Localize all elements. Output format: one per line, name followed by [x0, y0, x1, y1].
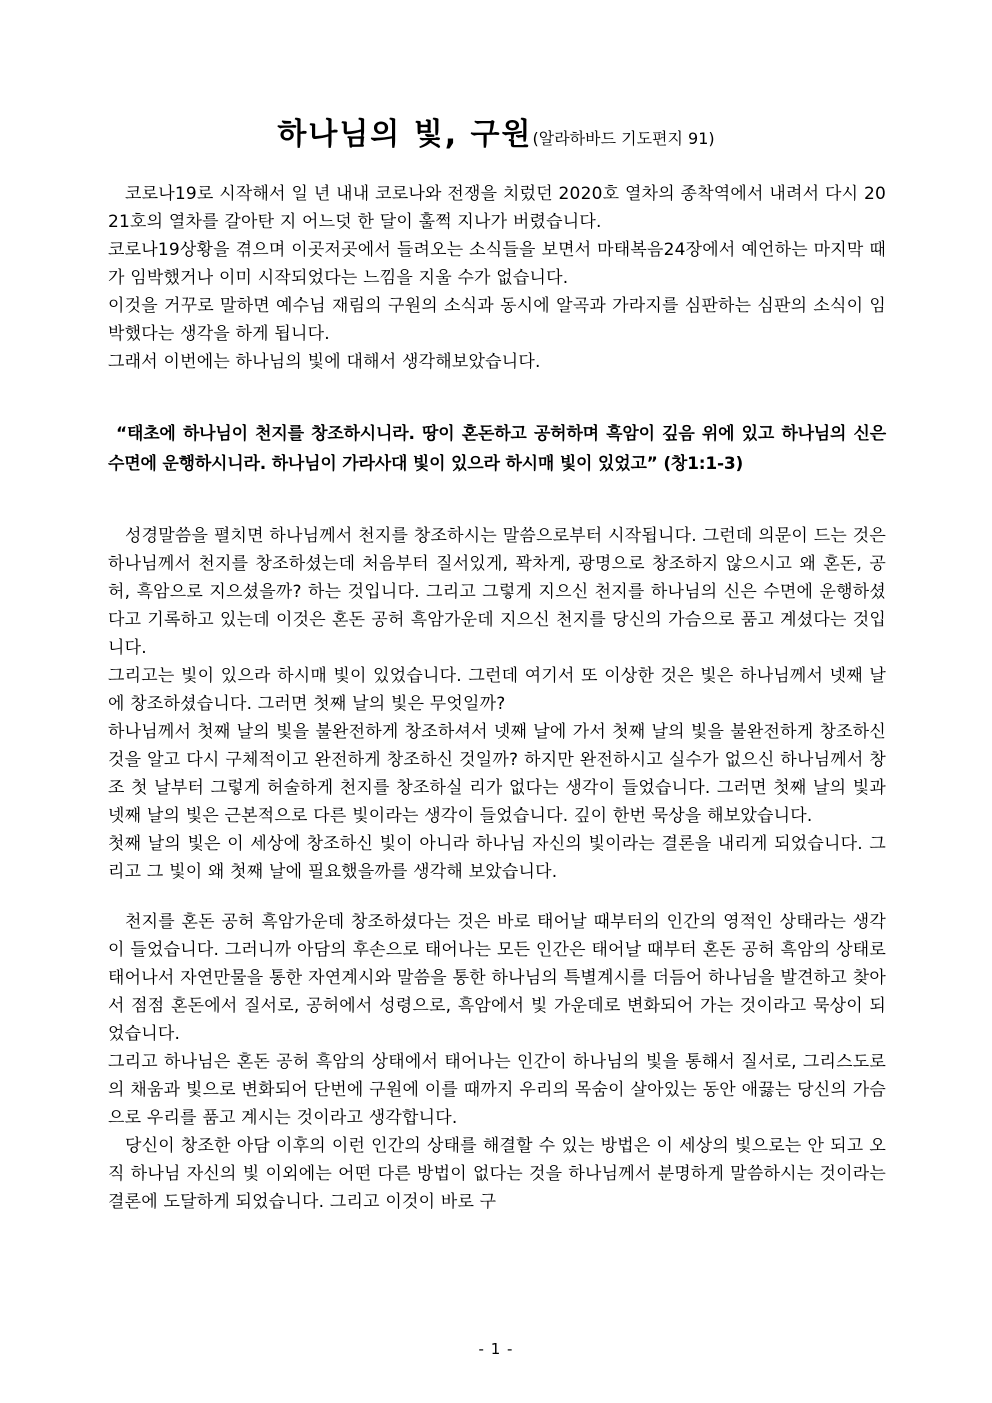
paragraph-11: 당신이 창조한 아담 이후의 이런 인간의 상태를 해결할 수 있는 방법은 이 세상의 빛으로는 안 되고 오직 하나님 자신의 빛 이외에는 어떤 다른 방법이 없다는 것을 하나님께서 분명하게 말씀하시는 것이라는 결론에 도달하게 되었습니다. 그리고 이것이 바로 구 — [108, 1136, 886, 1212]
paragraph-4: 그래서 이번에는 하나님의 빛에 대해서 생각해보았습니다. — [108, 352, 541, 372]
page-number-footer: - 1 - — [478, 1340, 514, 1358]
scripture-quote: “태초에 하나님이 천지를 창조하시니라. 땅이 혼돈하고 공허하며 흑암이 깊음 위에 있고 하나님의 신은 수면에 운행하시니라. 하나님이 가라사대 빛이 있으라 하시매 빛이 있었고” (창1:1-3) — [108, 424, 886, 474]
paragraph-1: 코로나19로 시작해서 일 년 내내 코로나와 전쟁을 치렀던 2020호 열차의 종착역에서 내려서 다시 2021호의 열차를 갈아탄 지 어느덧 한 달이 훌쩍 지나가 버렸습니다. — [108, 184, 886, 232]
spacer — [108, 886, 886, 908]
paragraph-2: 코로나19상황을 겪으며 이곳저곳에서 들려오는 소식들을 보면서 마태복음24장에서 예언하는 마지막 때가 임박했거나 이미 시작되었다는 느낌을 지울 수가 없습니다. — [108, 240, 886, 288]
paragraph-8: 첫째 날의 빛은 이 세상에 창조하신 빛이 아니라 하나님 자신의 빛이라는 결론을 내리게 되었습니다. 그리고 그 빛이 왜 첫째 날에 필요했을까를 생각해 보았습니다. — [108, 834, 886, 882]
paragraph-7: 하나님께서 첫째 날의 빛을 불완전하게 창조하셔서 넷째 날에 가서 첫째 날의 빛을 불완전하게 창조하신 것을 알고 다시 구체적이고 완전하게 창조하신 것일까? 하지만 완전하시고 실수가 없으신 하나님께서 창조 첫 날부터 그렇게 허술하게 천지를 창조하실 리가 없다는 생각이 들었습니다. 그러면 첫째 날의 빛과 넷째 날의 빛은 근본적으로 다른 빛이라는 생각이 들었습니다. 깊이 한번 묵상을 해보았습니다. — [108, 722, 886, 826]
spacer — [108, 496, 886, 522]
document-body — [108, 180, 886, 1216]
paragraph-10: 그리고 하나님은 혼돈 공허 흑암의 상태에서 태어나는 인간이 하나님의 빛을 통해서 질서로, 그리스도로의 채움과 빛으로 변화되어 단번에 구원에 이를 때까지 우리의 목숨이 살아있는 동안 애끓는 당신의 가슴으로 우리를 품고 계시는 것이라고 생각합니다. — [108, 1052, 886, 1128]
paragraph-6: 그리고는 빛이 있으라 하시매 빛이 있었습니다. 그런데 여기서 또 이상한 것은 빛은 하나님께서 넷째 날에 창조하셨습니다. 그러면 첫째 날의 빛은 무엇일까? — [108, 666, 886, 714]
page-title-main: 하나님의 빛, 구원 — [277, 117, 533, 153]
paragraph-9: 천지를 혼돈 공허 흑암가운데 창조하셨다는 것은 바로 태어날 때부터의 인간의 영적인 상태라는 생각이 들었습니다. 그러니까 아담의 후손으로 태어나는 모든 인간은 태어날 때부터 혼돈 공허 흑암의 상태로 태어나서 자연만물을 통한 자연계시와 말씀을 통한 하나님의 특별계시를 더듬어 하나님을 발견하고 찾아서 점점 혼돈에서 질서로, 공허에서 성령으로, 흑암에서 빛 가운데로 변화되어 가는 것이라고 묵상이 되었습니다. — [108, 912, 886, 1044]
paragraph-5: 성경말씀을 펼치면 하나님께서 천지를 창조하시는 말씀으로부터 시작됩니다. 그런데 의문이 드는 것은 하나님께서 천지를 창조하셨는데 처음부터 질서있게, 꽉차게, 광명으로 창조하지 않으시고 왜 혼돈, 공허, 흑암으로 지으셨을까? 하는 것입니다. 그리고 그렇게 지으신 천지를 하나님의 신은 수면에 운행하셨다고 기록하고 있는데 이것은 혼돈 공허 흑암가운데 지으신 천지를 당신의 가슴으로 품고 계셨다는 것입니다. — [108, 526, 886, 658]
page-title — [0, 117, 992, 153]
spacer — [108, 376, 886, 402]
paragraph-3: 이것을 거꾸로 말하면 예수님 재림의 구원의 소식과 동시에 알곡과 가라지를 심판하는 심판의 소식이 임박했다는 생각을 하게 됩니다. — [108, 296, 886, 344]
page-title-subtitle: (알라하바드 기도편지 91) — [532, 129, 715, 149]
